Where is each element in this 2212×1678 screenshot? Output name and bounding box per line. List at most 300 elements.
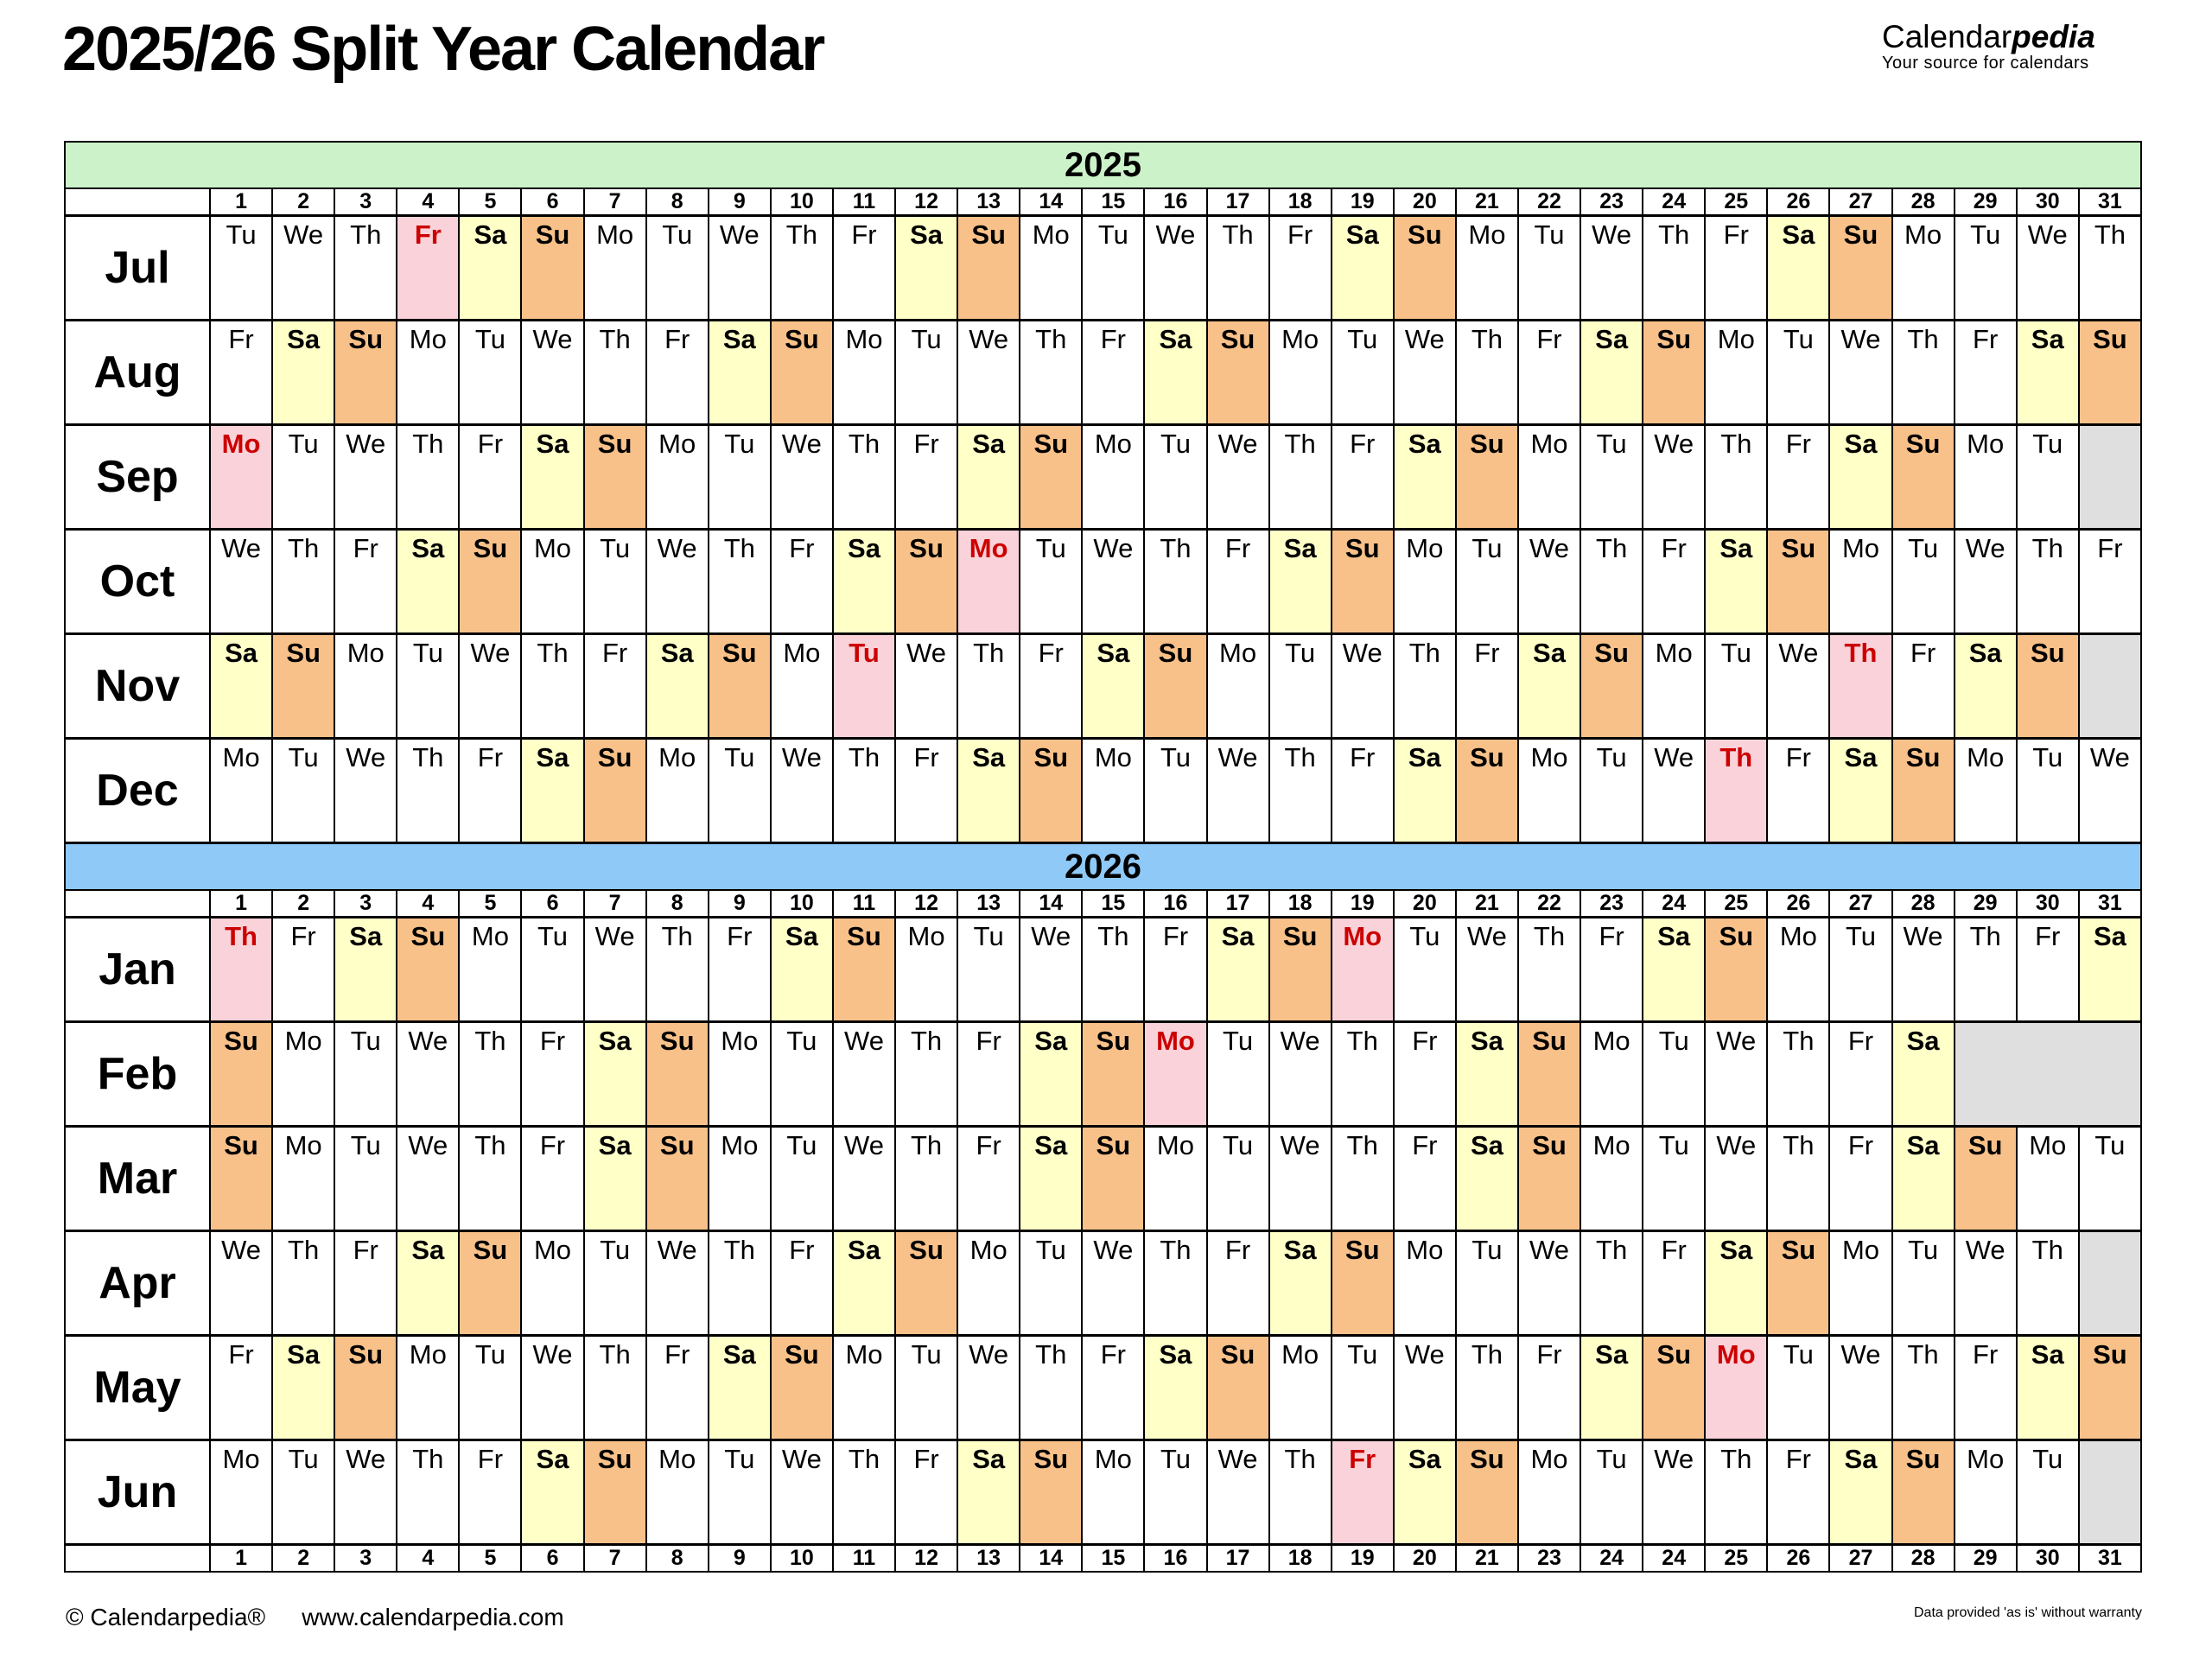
column-number: 30 [2017,890,2079,918]
column-number: 1 [210,188,272,216]
day-cell: Sa [957,739,1020,843]
day-cell: Tu [1829,918,1891,1022]
day-cell: Fr [334,1231,397,1336]
day-cell: Fr [521,1127,583,1231]
day-cell: Fr [1394,1022,1456,1127]
day-cell: Tu [1269,634,1332,739]
day-cell: Sa [521,739,583,843]
day-cell: Tu [1082,216,1144,321]
day-cell: Sa [1394,739,1456,843]
day-cell: Th [1705,739,1767,843]
column-number: 20 [1394,1545,1456,1573]
day-cell: Fr [1580,918,1643,1022]
out-of-month-cell [2079,425,2141,530]
day-cell: Tu [1580,739,1643,843]
day-cell: Tu [709,739,771,843]
logo-text-black: Calendar [1882,19,2012,54]
column-number: 30 [2017,188,2079,216]
day-cell: Sa [584,1127,646,1231]
day-cell: Mo [1829,530,1891,634]
day-cell: Tu [2017,739,2079,843]
month-label: Oct [65,530,210,634]
day-cell: Mo [1955,425,2017,530]
day-cell: Su [1705,918,1767,1022]
day-cell: Tu [957,918,1020,1022]
day-cell: Sa [1767,216,1829,321]
year-banner-row-2026 [65,843,2141,891]
day-cell: Su [646,1022,709,1127]
day-cell: Fr [1767,1440,1829,1545]
column-number: 14 [1020,1545,1082,1573]
day-cell: Fr [584,634,646,739]
out-of-month-cell [2079,1231,2141,1336]
column-number: 3 [334,890,397,918]
day-cell: Sa [1020,1127,1082,1231]
day-cell: Th [1394,634,1456,739]
day-cell: We [1955,530,2017,634]
column-number: 13 [957,1545,1020,1573]
copyright-text: © Calendarpedia® [66,1604,266,1630]
month-row-jun [65,1440,2141,1545]
day-cell: Tu [334,1022,397,1127]
column-number: 21 [1456,188,1518,216]
day-cell: Su [1332,1231,1394,1336]
day-cell: Sa [646,634,709,739]
column-number: 28 [1892,890,1955,918]
day-cell: Su [584,1440,646,1545]
column-number: 14 [1020,188,1082,216]
split-year-calendar-table [64,141,2142,1573]
day-cell: Fr [1332,1440,1394,1545]
day-cell: Fr [2079,530,2141,634]
day-cell: Th [646,918,709,1022]
day-cell: Mo [1955,1440,2017,1545]
day-cell: Fr [1705,216,1767,321]
day-cell: We [210,1231,272,1336]
day-cell: Fr [210,321,272,425]
day-cell: We [459,634,521,739]
day-cell: Mo [1518,1440,1580,1545]
day-number-header-2026 [65,890,2141,918]
day-cell: Th [1705,425,1767,530]
column-number: 28 [1892,188,1955,216]
day-cell: Tu [397,634,459,739]
day-cell: Sa [521,425,583,530]
day-cell: Th [1207,216,1269,321]
day-cell: Sa [833,1231,895,1336]
day-cell: We [1020,918,1082,1022]
day-cell: Su [1892,425,1955,530]
day-cell: We [1394,321,1456,425]
day-cell: Fr [895,1440,957,1545]
day-cell: Mo [521,1231,583,1336]
column-number: 1 [210,890,272,918]
day-cell: Mo [1144,1022,1206,1127]
day-cell: Fr [1332,425,1394,530]
day-cell: We [521,1336,583,1440]
day-cell: Su [210,1127,272,1231]
day-cell: Mo [1082,1440,1144,1545]
day-cell: Tu [1144,425,1206,530]
month-label: May [65,1336,210,1440]
day-cell: We [1082,530,1144,634]
day-number-footer [65,1545,2141,1573]
day-cell: We [957,321,1020,425]
day-cell: Mo [397,1336,459,1440]
column-number: 21 [1456,1545,1518,1573]
day-cell: Sa [1082,634,1144,739]
day-cell: Fr [1643,530,1705,634]
column-number: 15 [1082,890,1144,918]
day-cell: Sa [895,216,957,321]
day-cell: Su [1082,1022,1144,1127]
day-cell: Th [1082,918,1144,1022]
day-cell: Tu [2017,425,2079,530]
day-cell: We [397,1022,459,1127]
day-cell: Tu [521,918,583,1022]
day-cell: Mo [1829,1231,1891,1336]
day-cell: Mo [833,321,895,425]
day-cell: Fr [895,739,957,843]
day-cell: Tu [833,634,895,739]
column-number: 24 [1643,188,1705,216]
day-cell: We [1892,918,1955,1022]
day-cell: We [771,739,833,843]
day-cell: Sa [833,530,895,634]
day-cell: Fr [210,1336,272,1440]
column-number: 25 [1705,890,1767,918]
day-cell: Sa [1332,216,1394,321]
day-cell: Tu [334,1127,397,1231]
day-cell: Tu [1144,1440,1206,1545]
day-cell: Mo [1518,739,1580,843]
day-cell: Sa [2017,1336,2079,1440]
day-cell: Fr [1082,1336,1144,1440]
day-cell: Mo [709,1127,771,1231]
day-cell: We [1955,1231,2017,1336]
day-cell: Th [1580,530,1643,634]
day-cell: Sa [2079,918,2141,1022]
day-cell: Sa [1269,530,1332,634]
column-number: 3 [334,188,397,216]
month-row-nov [65,634,2141,739]
day-cell: Fr [1269,216,1332,321]
day-cell: Sa [1456,1127,1518,1231]
year-banner-2025: 2025 [65,142,2141,188]
day-cell: Sa [957,1440,1020,1545]
day-cell: Th [1456,1336,1518,1440]
day-cell: Sa [1705,530,1767,634]
day-cell: Fr [1207,530,1269,634]
column-number: 23 [1580,890,1643,918]
day-cell: Mo [1705,321,1767,425]
month-row-jan [65,918,2141,1022]
column-number: 2 [272,890,334,918]
day-cell: Su [2017,634,2079,739]
day-cell: Su [709,634,771,739]
logo-text-red: pedia [2012,19,2095,54]
day-cell: Th [272,1231,334,1336]
day-cell: Tu [2017,1440,2079,1545]
column-number: 27 [1829,188,1891,216]
column-number: 31 [2079,890,2141,918]
day-cell: Mo [646,425,709,530]
day-cell: Mo [895,918,957,1022]
day-cell: Mo [272,1127,334,1231]
day-cell: Sa [1829,739,1891,843]
day-cell: We [1829,1336,1891,1440]
day-cell: Su [1394,216,1456,321]
day-cell: Fr [709,918,771,1022]
column-number: 6 [521,1545,583,1573]
day-cell: Tu [1580,1440,1643,1545]
day-cell: Sa [1580,321,1643,425]
column-number: 11 [833,890,895,918]
day-cell: Tu [771,1022,833,1127]
day-cell: Sa [397,1231,459,1336]
column-number: 16 [1144,890,1206,918]
day-cell: Su [1829,216,1891,321]
column-number: 4 [397,188,459,216]
day-cell: Sa [709,1336,771,1440]
column-number: 28 [1892,1545,1955,1573]
day-cell: Fr [1892,634,1955,739]
column-number: 25 [1705,1545,1767,1573]
day-cell: Su [1207,1336,1269,1440]
day-cell: Tu [1955,216,2017,321]
month-column-spacer [65,188,210,216]
day-cell: Sa [584,1022,646,1127]
day-cell: Su [771,321,833,425]
day-cell: Fr [1767,425,1829,530]
day-cell: Su [1144,634,1206,739]
day-cell: Tu [272,1440,334,1545]
day-cell: We [1580,216,1643,321]
day-cell: Tu [584,1231,646,1336]
day-cell: Fr [1518,1336,1580,1440]
day-cell: Su [584,739,646,843]
day-cell: Tu [1518,216,1580,321]
day-cell: Sa [1892,1127,1955,1231]
day-cell: Mo [1020,216,1082,321]
column-number: 17 [1207,1545,1269,1573]
day-cell: Th [709,1231,771,1336]
day-cell: Th [771,216,833,321]
column-number: 20 [1394,890,1456,918]
day-cell: Th [1020,321,1082,425]
day-cell: We [771,425,833,530]
day-cell: Tu [709,1440,771,1545]
day-cell: Sa [1518,634,1580,739]
day-cell: Sa [957,425,1020,530]
day-cell: Th [1144,1231,1206,1336]
column-number: 9 [709,890,771,918]
day-cell: Tu [1332,321,1394,425]
day-cell: Tu [459,1336,521,1440]
day-cell: Tu [895,321,957,425]
day-cell: Fr [1767,739,1829,843]
day-cell: Tu [1394,918,1456,1022]
day-cell: Su [1580,634,1643,739]
day-cell: Th [1643,216,1705,321]
day-cell: Sa [709,321,771,425]
column-number: 5 [459,188,521,216]
column-number: 3 [334,1545,397,1573]
logo-tagline: Your source for calendars [1882,53,2089,73]
month-row-sep [65,425,2141,530]
day-cell: Fr [1332,739,1394,843]
day-cell: Th [895,1022,957,1127]
column-number: 10 [771,1545,833,1573]
month-label: Mar [65,1127,210,1231]
day-cell: Mo [1580,1127,1643,1231]
day-cell: Fr [334,530,397,634]
day-cell: Sa [521,1440,583,1545]
day-cell: Fr [1394,1127,1456,1231]
day-cell: Su [1207,321,1269,425]
column-number: 11 [833,188,895,216]
day-cell: Fr [1456,634,1518,739]
day-cell: Tu [1456,530,1518,634]
day-cell: Fr [272,918,334,1022]
column-number: 15 [1082,1545,1144,1573]
column-number: 7 [584,188,646,216]
day-cell: Fr [771,1231,833,1336]
column-number: 30 [2017,1545,2079,1573]
column-number: 16 [1144,1545,1206,1573]
day-cell: Th [2017,530,2079,634]
day-cell: Mo [1518,425,1580,530]
month-label: Jul [65,216,210,321]
day-cell: Sa [1394,1440,1456,1545]
column-number: 20 [1394,188,1456,216]
column-number: 6 [521,188,583,216]
out-of-month-cell [1955,1022,2141,1127]
month-row-feb [65,1022,2141,1127]
day-cell: Mo [1456,216,1518,321]
day-cell: Su [272,634,334,739]
day-cell: Mo [334,634,397,739]
day-cell: Su [1269,918,1332,1022]
day-cell: Th [2017,1231,2079,1336]
column-number: 29 [1955,1545,2017,1573]
day-cell: Th [1767,1022,1829,1127]
column-number: 12 [895,188,957,216]
day-cell: Sa [1580,1336,1643,1440]
day-cell: Sa [210,634,272,739]
day-cell: Tu [272,739,334,843]
out-of-month-cell [2079,634,2141,739]
month-row-mar [65,1127,2141,1231]
day-cell: Sa [1829,425,1891,530]
day-cell: Su [1955,1127,2017,1231]
day-cell: Su [397,918,459,1022]
day-cell: Th [1705,1440,1767,1545]
column-number: 8 [646,1545,709,1573]
day-cell: We [1394,1336,1456,1440]
day-cell: We [1518,1231,1580,1336]
day-cell: Tu [1705,634,1767,739]
day-cell: Sa [1269,1231,1332,1336]
day-cell: Su [1332,530,1394,634]
day-cell: Fr [459,425,521,530]
day-cell: Fr [646,1336,709,1440]
column-number: 4 [397,890,459,918]
month-row-aug [65,321,2141,425]
day-cell: Fr [833,216,895,321]
day-cell: We [1643,739,1705,843]
day-cell: Mo [459,918,521,1022]
column-number: 21 [1456,890,1518,918]
day-cell: Th [895,1127,957,1231]
day-cell: Fr [1829,1127,1891,1231]
day-cell: Th [1767,1127,1829,1231]
day-cell: Su [584,425,646,530]
column-number: 31 [2079,188,2141,216]
column-number: 22 [1518,188,1580,216]
day-cell: Th [272,530,334,634]
day-cell: We [1144,216,1206,321]
day-cell: Sa [1394,425,1456,530]
day-cell: Su [1767,530,1829,634]
calendarpedia-logo [1882,21,2095,73]
day-cell: Th [1580,1231,1643,1336]
day-cell: We [1643,425,1705,530]
day-cell: Sa [1020,1022,1082,1127]
logo-wordmark [1882,21,2095,54]
day-cell: Th [1020,1336,1082,1440]
day-cell: Su [1082,1127,1144,1231]
day-cell: Th [833,739,895,843]
column-number: 25 [1705,188,1767,216]
month-label: Nov [65,634,210,739]
day-cell: Fr [1020,634,1082,739]
day-cell: Su [334,321,397,425]
day-cell: Tu [1020,1231,1082,1336]
day-cell: Th [833,1440,895,1545]
day-cell: Fr [895,425,957,530]
day-cell: Su [459,1231,521,1336]
column-number: 27 [1829,890,1891,918]
month-row-jul [65,216,2141,321]
column-number: 18 [1269,188,1332,216]
out-of-month-cell [2079,1440,2141,1545]
day-cell: Su [1643,321,1705,425]
day-cell: We [771,1440,833,1545]
column-number: 23 [1518,1545,1580,1573]
day-cell: Mo [1207,634,1269,739]
day-cell: Sa [397,530,459,634]
column-number: 9 [709,188,771,216]
day-cell: Sa [1892,1022,1955,1127]
day-cell: We [1705,1127,1767,1231]
day-cell: Mo [957,1231,1020,1336]
day-cell: Tu [1207,1022,1269,1127]
day-cell: Th [1269,1440,1332,1545]
day-cell: Fr [1829,1022,1891,1127]
day-cell: Sa [1643,918,1705,1022]
day-cell: Mo [210,739,272,843]
column-number: 11 [833,1545,895,1573]
day-cell: We [1518,530,1580,634]
day-cell: Fr [957,1127,1020,1231]
day-cell: Mo [1269,321,1332,425]
day-cell: Fr [646,321,709,425]
day-cell: We [334,1440,397,1545]
day-cell: We [397,1127,459,1231]
day-cell: Th [584,321,646,425]
day-cell: Sa [272,1336,334,1440]
